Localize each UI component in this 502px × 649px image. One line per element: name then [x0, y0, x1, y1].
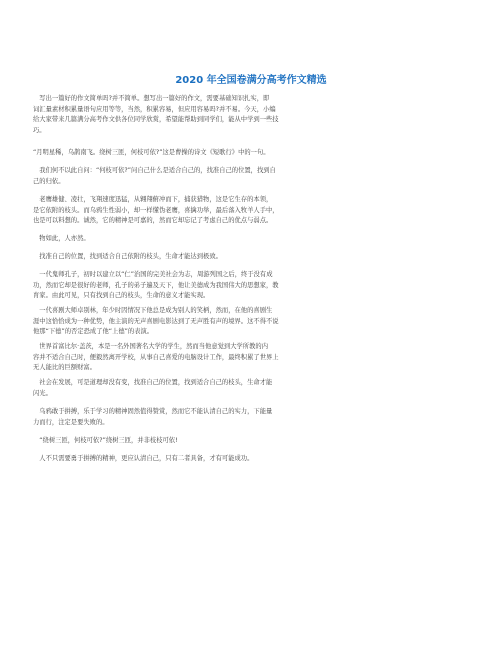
paragraph-line: 老鹰雄健、凌壮，飞翔速度迅猛，从翱翔俯冲而下，捕获猎物，这是它生存的本领， — [33, 196, 273, 203]
paragraph-line: 巧。 — [33, 126, 46, 134]
paragraph — [33, 234, 90, 245]
paragraph-line: 写出一篇好的作文简单吗?并不简单。想写出一篇好的作文，需要基础知识扎实，即 — [33, 95, 270, 102]
paragraph — [33, 148, 270, 159]
paragraph — [33, 252, 222, 263]
paragraph-line: 一代鬼师孔子，初时以建立以“仁”治国的完美社会为志，周游列国之后，终于没有成 — [33, 271, 273, 278]
paragraph — [33, 94, 279, 136]
paragraph-line: 他那“下德”的否定恐成了他“上德”的表演。 — [33, 328, 154, 335]
paragraph-line: 世界首富比尔·盖茨，本是一名外国著名大学的学生，然而当他意觉到大学所教的内 — [33, 343, 268, 350]
paragraph-line: 我们何不以此自问：“何枝可依?”问自己什么是适合自己的，找准自己的位置，找到自 — [33, 167, 276, 174]
paragraph-line: 育家。由此可见，只有找到自己的枝头，生命的意义才能实现。 — [33, 292, 210, 299]
paragraph — [33, 407, 272, 428]
paragraph-line: 力而行，注定是要失败的。 — [33, 418, 109, 426]
paragraph-line: 一代喜剧大师卓别林，年少时因情况下他总是成为别人的笑柄，然而，在他的喜剧生 — [33, 307, 273, 314]
paragraph-line: 闪光。 — [33, 389, 52, 397]
paragraph — [33, 342, 279, 374]
paragraph-line: 也是可以料想的。诚然，它的精神是可嘉的，然而它却忘记了考虑自己的优点与弱点。 — [33, 217, 273, 224]
paragraph-line: “绕树三匝，何枝可依?”绕树三匝，并非枝枝可依! — [33, 437, 178, 444]
paragraph-line: 乌鸦敢于拼搏，乐于学习的精神固然值得赞赏，然而它不能认清自己的实力，下能量 — [33, 408, 273, 415]
paragraph-line: 无人能比的巨额财富。 — [33, 364, 96, 371]
paragraph-line: 己的归依。 — [33, 177, 65, 185]
paragraph-line: 是它依附的枝头。而乌鸦生性弱小，却一样懂伪老鹰，喜擒功举，最后落入牧羊人手中， — [33, 206, 279, 214]
paragraph — [33, 454, 253, 465]
paragraph-line: 涯中这恰恰成为一种优势，他主演的无声喜剧电影达到了无声胜有声的境界。这不得不说 — [33, 317, 279, 325]
paragraph-line: “月明星稀，乌鹊南飞。绕树三匝，何枝可依?”这是曹操的诗文《短歌行》中的一句。 — [33, 149, 270, 156]
paragraph-line: 容并不适合自己时，便毅然离开学校，从事自己喜爱的电脑设计工作，最终积累了世界上 — [33, 353, 279, 361]
page-title: 2020 年全国卷满分高考作文精选 — [175, 75, 327, 86]
paragraph-line: 找准自己的位置，找到适合自己依附的枝头，生命才能达到极致。 — [33, 253, 222, 260]
paragraph-line: 物如此，人亦然。 — [33, 235, 90, 242]
paragraph-line: 社会在发展，可是道理却没有变，找准自己的位置，找到适合自己的枝头，生命才能 — [33, 379, 273, 386]
paragraph — [33, 378, 272, 399]
paragraph-line: 人不只需要勇于拼搏的精神，更应认清自己，只有二者具备，才有可能成功。 — [33, 455, 254, 462]
paragraph — [33, 306, 279, 338]
paragraph — [33, 270, 279, 302]
paragraph-line: 词汇量素材积累量语句应用等等，当然，积累容易，但应用容易吗?并不易。今天，小编 — [33, 105, 276, 113]
paragraph — [33, 166, 276, 187]
paragraph-line: 功，然而它却是很好的老师，孔子的弟子遍及天下，他让美德成为我国伟大的思想家，教 — [33, 281, 279, 289]
paragraph — [33, 195, 279, 227]
paragraph — [33, 436, 178, 447]
paragraph-line: 给大家带来几篇满分高考作文供各位同学欣赏，希望能帮助到同学们，能从中学到一些技 — [33, 116, 279, 123]
